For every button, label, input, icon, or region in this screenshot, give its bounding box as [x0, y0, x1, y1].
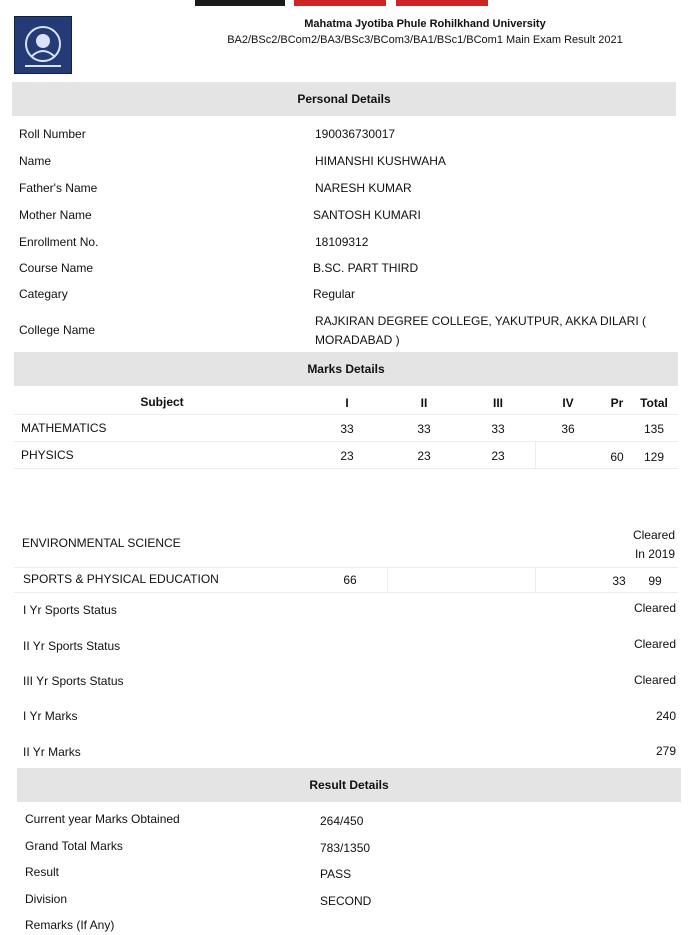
paper1-marks: 33 [340, 422, 354, 436]
personal-details-header: Personal Details [12, 82, 676, 116]
division-label: Division [25, 892, 68, 906]
course-name-value: B.SC. PART THIRD [313, 261, 419, 275]
category-value: Regular [313, 287, 356, 301]
grid-line [535, 441, 536, 468]
mother-name-label: Mother Name [19, 208, 92, 222]
paper4-marks: 36 [561, 422, 575, 436]
paper2-marks: 33 [417, 422, 431, 436]
env-science-status: Cleared [632, 528, 675, 542]
status-label: III Yr Sports Status [23, 674, 124, 688]
result-label: Result [25, 865, 60, 879]
category-label: Categary [19, 287, 68, 301]
grand-total-label: Grand Total Marks [25, 839, 123, 853]
sports-edu-paper1: 66 [343, 573, 357, 587]
division-value: SECOND [320, 894, 372, 908]
subject-header: Subject [140, 395, 184, 409]
paper3-marks: 23 [491, 449, 505, 463]
sports-edu-practical: 33 [612, 574, 626, 588]
college-name-label: College Name [19, 323, 96, 337]
env-science-year: In 2019 [634, 547, 675, 561]
grid-line [14, 468, 678, 469]
university-name: Mahatma Jyotiba Phule Rohilkhand University [304, 18, 546, 30]
paper1-header: I [345, 396, 349, 410]
exam-title: BA2/BSc2/BCom2/BA3/BSc3/BCom3/BA1/BSc1/BCom1 Main Exam Result 2021 [227, 34, 623, 46]
env-science-subject: ENVIRONMENTAL SCIENCE [22, 536, 181, 550]
remarks-label: Remarks (If Any) [25, 918, 115, 932]
name-label: Name [19, 154, 52, 168]
subject-name: PHYSICS [21, 448, 74, 462]
top-strip-dark [195, 0, 285, 6]
name-value: HIMANSHI KUSHWAHA [315, 154, 446, 168]
paper3-header: III [492, 396, 503, 410]
marks-obtained-value: 264/450 [320, 814, 364, 828]
total-header: Total [640, 396, 668, 410]
status-label: II Yr Marks [23, 745, 81, 759]
marks-details-header: Marks Details [14, 352, 678, 386]
status-value: 240 [655, 709, 676, 723]
grid-line [14, 414, 678, 415]
enrollment-label: Enrollment No. [19, 235, 99, 249]
result-value: PASS [320, 867, 352, 881]
university-logo [14, 16, 72, 74]
marks-obtained-label: Current year Marks Obtained [25, 812, 180, 826]
grand-total-value: 783/1350 [320, 841, 371, 855]
status-value: Cleared [633, 601, 676, 615]
status-value: Cleared [633, 637, 676, 651]
paper1-marks: 23 [340, 449, 354, 463]
status-value: 279 [655, 744, 676, 758]
practical-header: Pr [610, 396, 624, 410]
roll-number-value: 190036730017 [315, 127, 396, 141]
subject-name: MATHEMATICS [21, 421, 107, 435]
paper2-marks: 23 [417, 449, 431, 463]
course-name-label: Course Name [19, 261, 94, 275]
grid-line [14, 441, 678, 442]
grid-line [14, 592, 678, 593]
college-name-value: RAJKIRAN DEGREE COLLEGE, YAKUTPUR, AKKA DILARI ( [315, 314, 646, 328]
status-label: II Yr Sports Status [23, 639, 121, 653]
enrollment-value: 18109312 [315, 235, 369, 249]
grid-line [535, 567, 536, 592]
result-details-header: Result Details [17, 768, 681, 802]
mother-name-value: SANTOSH KUMARI [313, 208, 421, 222]
practical-marks: 60 [610, 450, 624, 464]
top-strip-red [294, 0, 386, 6]
sports-edu-total: 99 [648, 574, 662, 588]
status-value: Cleared [633, 673, 676, 687]
father-name-label: Father's Name [19, 181, 98, 195]
father-name-value: NARESH KUMAR [315, 181, 412, 195]
total-marks: 129 [643, 450, 665, 464]
status-label: I Yr Marks [23, 709, 78, 723]
sports-edu-subject: SPORTS & PHYSICAL EDUCATION [23, 572, 219, 586]
paper3-marks: 33 [491, 422, 505, 436]
grid-line [387, 567, 388, 592]
paper2-header: II [420, 396, 428, 410]
status-label: I Yr Sports Status [23, 603, 117, 617]
paper4-header: IV [562, 396, 574, 410]
top-strip-red [396, 0, 488, 6]
grid-line [14, 567, 678, 568]
total-marks: 135 [643, 422, 665, 436]
roll-number-label: Roll Number [19, 127, 86, 141]
college-name-value-line2: MORADABAD ) [315, 333, 400, 347]
